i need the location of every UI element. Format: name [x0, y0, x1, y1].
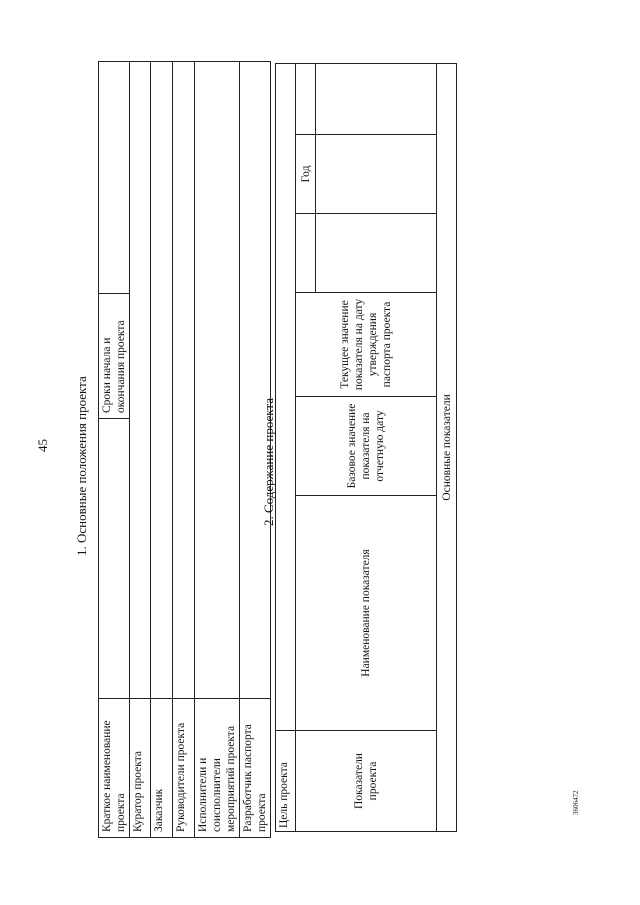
- goal-label: Цель проекта: [276, 731, 296, 832]
- short-name-label: Краткое наименование проекта: [99, 699, 130, 838]
- developer-value: [240, 62, 271, 699]
- section1-title: 1. Основные положения проекта: [74, 376, 89, 556]
- page-number: 45: [35, 439, 50, 452]
- project-dates-value: [99, 62, 130, 294]
- base-value-header: Базовое значение показателя на отчетную дату: [296, 397, 437, 496]
- section2-title: 2. Содержание проекта: [261, 397, 276, 526]
- customer-label: Заказчик: [151, 699, 173, 838]
- short-name-value: [99, 419, 130, 699]
- section1-table: [98, 61, 271, 838]
- year-subcell-2: [316, 135, 437, 214]
- executors-value: [195, 62, 240, 699]
- year-blank-cell: [296, 214, 316, 293]
- indicators-header: Показатели проекта: [296, 731, 437, 832]
- indicator-name-header: Наименование показателя: [296, 496, 437, 731]
- year-subcell-1: [316, 214, 437, 293]
- customer-value: [151, 62, 173, 699]
- year-subcell-3: [316, 63, 437, 134]
- current-value-header: Текущее значение показателя на дату утверждения паспорта проекта: [296, 293, 437, 397]
- developer-label: Разработчик паспорта проекта: [240, 699, 271, 838]
- managers-value: [173, 62, 195, 699]
- document-id: 3606472: [572, 790, 580, 815]
- section2-table: [275, 63, 457, 832]
- curator-value: [130, 62, 151, 699]
- section1-table-wrapper: [98, 62, 268, 838]
- curator-label: Куратор проекта: [130, 699, 151, 838]
- year-header: Год: [296, 135, 316, 214]
- executors-label: Исполнители и соисполнители мероприятий проекта: [195, 699, 240, 838]
- managers-label: Руководители проекта: [173, 699, 195, 838]
- year-blank-cell-2: [296, 63, 316, 134]
- goal-value: [276, 63, 296, 730]
- main-indicators-row: Основные показатели: [437, 63, 457, 831]
- project-dates-label: Сроки начала и окончания проекта: [99, 294, 130, 419]
- section2-table-wrapper: [275, 64, 456, 832]
